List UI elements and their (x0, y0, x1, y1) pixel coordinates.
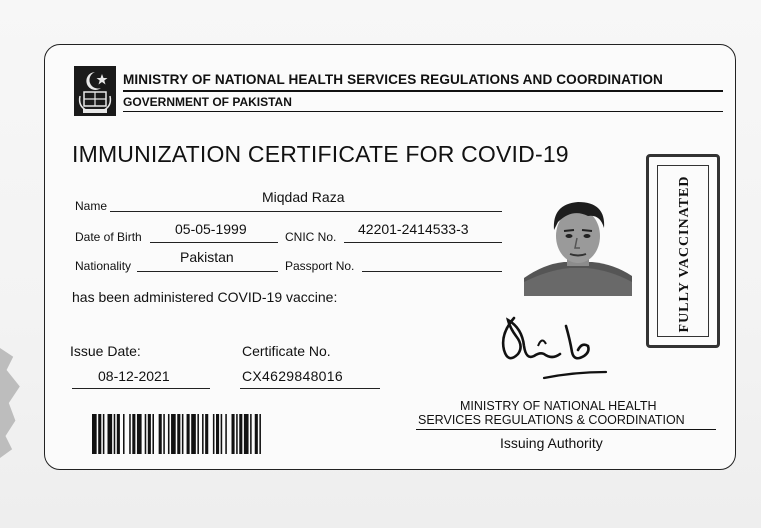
dob-label: Date of Birth (75, 230, 142, 244)
issue-date-value: 08-12-2021 (98, 368, 170, 384)
passport-underline (362, 271, 502, 272)
cnic-label: CNIC No. (285, 230, 337, 244)
passport-label: Passport No. (285, 259, 355, 273)
name-value: Miqdad Raza (262, 189, 345, 205)
ministry-name: MINISTRY OF NATIONAL HEALTH SERVICES REGULATIONS AND COORDINATION (123, 72, 663, 87)
nationality-underline (137, 271, 278, 272)
barcode-image (92, 414, 362, 454)
authority-line-2: SERVICES REGULATIONS & COORDINATION (418, 413, 685, 427)
signature-image (494, 306, 614, 382)
nationality-value: Pakistan (180, 249, 234, 265)
vaccine-statement: has been administered COVID-19 vaccine: (72, 289, 338, 305)
certificate-no-value: CX4629848016 (242, 368, 343, 384)
certificate-no-label: Certificate No. (242, 343, 331, 359)
vaccinated-stamp (646, 154, 720, 348)
certificate-no-underline (240, 388, 380, 389)
name-underline (110, 211, 502, 212)
stamp-text: FULLY VACCINATED (677, 175, 692, 333)
header-divider (123, 90, 723, 92)
dob-value: 05-05-1999 (175, 221, 247, 237)
cnic-value: 42201-2414533-3 (358, 221, 469, 237)
nationality-label: Nationality (75, 259, 132, 273)
issuing-authority-label: Issuing Authority (500, 435, 603, 451)
certificate-title: IMMUNIZATION CERTIFICATE FOR COVID-19 (72, 141, 569, 167)
header-divider-thin (123, 111, 723, 112)
cnic-underline (344, 242, 502, 243)
holder-photo (524, 196, 632, 296)
name-label: Name (75, 199, 108, 213)
issue-date-underline (72, 388, 210, 389)
authority-line-1: MINISTRY OF NATIONAL HEALTH (460, 399, 657, 413)
dob-underline (150, 242, 278, 243)
authority-underline (416, 429, 716, 430)
issue-date-label: Issue Date: (70, 343, 141, 359)
government-name: GOVERNMENT OF PAKISTAN (123, 95, 292, 109)
government-emblem-icon (74, 66, 116, 116)
